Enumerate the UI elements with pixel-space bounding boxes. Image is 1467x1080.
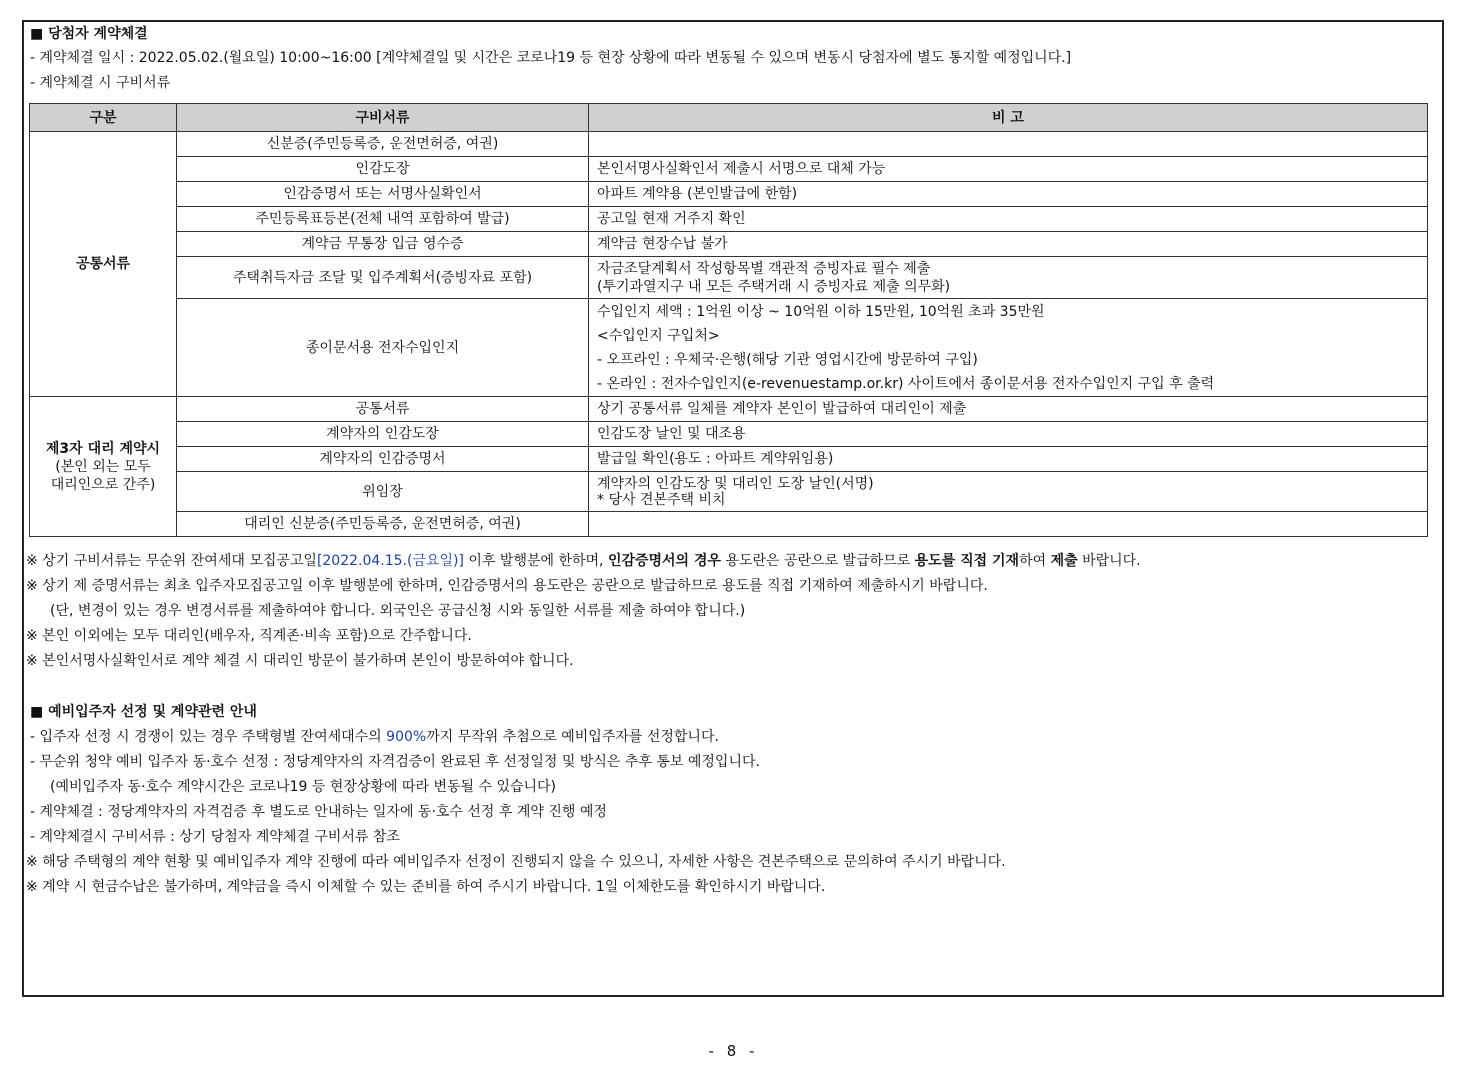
note-3: (단, 변경이 있는 경우 변경서류를 제출하여야 합니다. 외국인은 공급신청 시와 동일한 서류를 제출 하여야 합니다.) (50, 603, 746, 619)
doc-cell: 주민등록표등본(전체 내역 포함하여 발급) (177, 207, 589, 232)
note-1-bold-c: 인감증명서의 경우 (607, 553, 722, 569)
section2-line-1-a: - 입주자 선정 시 경쟁이 있는 경우 주택형별 잔여세대수의 (30, 729, 387, 745)
note-cell (589, 472, 1428, 512)
header-category: 구분 (30, 104, 177, 132)
note-5: ※ 본인서명사실확인서로 계약 체결 시 대리인 방문이 불가하며 본인이 방문하여야 합니다. (26, 653, 574, 669)
section2-line-1-b: 까지 무작위 추첨으로 예비입주자를 선정합니다. (426, 729, 719, 745)
proxy-group-title: 제3자 대리 계약시 (45, 440, 161, 457)
doc-cell: 위임장 (177, 472, 589, 512)
document-frame (22, 20, 1444, 997)
doc-cell: 주택취득자금 조달 및 입주계획서(증빙자료 포함) (177, 257, 589, 299)
group-proxy-contract (30, 397, 177, 537)
section2-line-1 (30, 727, 719, 747)
note-line: * 당사 견본주택 비치 (597, 491, 726, 508)
header-remarks: 비 고 (589, 104, 1428, 132)
note-1-text-h: 바랍니다. (1077, 553, 1141, 569)
note-cell: 본인서명사실확인서 제출시 서명으로 대체 가능 (589, 157, 1428, 182)
doc-cell: 공통서류 (177, 397, 589, 422)
note-line: 수입인지 세액 : 1억원 이상 ~ 10억원 이하 15만원, 10억원 초과 35만원 (597, 303, 1045, 320)
section2-title: ■ 예비입주자 선정 및 계약관련 안내 (30, 704, 257, 720)
note-cell (589, 132, 1428, 157)
note-line: 자금조달계획서 작성항목별 객관적 증빙자료 필수 제출 (597, 260, 931, 277)
note-line: - 온라인 : 전자수입인지(e-revenuestamp.or.kr) 사이트에서 종이문서용 전자수입인지 구입 후 출력 (597, 375, 1215, 392)
note-cell: 상기 공통서류 일체를 계약자 본인이 발급하여 대리인이 제출 (589, 397, 1428, 422)
note-line: 계약자의 인감도장 및 대리인 도장 날인(서명) (597, 475, 874, 492)
note-2: ※ 상기 제 증명서류는 최초 입주자모집공고일 이후 발행분에 한하며, 인감증명서의 용도란은 공란으로 발급하므로 용도를 직접 기재하여 제출하시기 바랍니다. (26, 578, 988, 594)
note-1-bold-g: 제출 (1050, 553, 1078, 569)
doc-cell: 계약자의 인감도장 (177, 422, 589, 447)
note-cell: 발급일 확인(용도 : 아파트 계약위임용) (589, 447, 1428, 472)
note-cell (589, 299, 1428, 397)
section2-line-2: - 무순위 청약 예비 입주자 동·호수 선정 : 정당계약자의 자격검증이 완료된 후 선정일정 및 방식은 추후 통보 예정입니다. (30, 754, 760, 770)
contract-schedule-line: - 계약체결 일시 : 2022.05.02.(월요일) 10:00~16:00 [계약체결일 및 시간은 코로나19 등 현장 상황에 따라 변동될 수 있으며 변동시 당첨자에 별도 통지할 예정입니다.] (30, 50, 1072, 66)
note-cell: 아파트 계약용 (본인발급에 한함) (589, 182, 1428, 207)
doc-cell: 대리인 신분증(주민등록증, 운전면허증, 여권) (177, 512, 589, 537)
note-1-bold-e: 용도를 직접 기재 (914, 553, 1020, 569)
note-cell (589, 512, 1428, 537)
doc-cell: 인감증명서 또는 서명사실확인서 (177, 182, 589, 207)
doc-cell: 신분증(주민등록증, 운전면허증, 여권) (177, 132, 589, 157)
section2-percentage: 900% (386, 729, 427, 745)
doc-cell: 종이문서용 전자수입인지 (177, 299, 589, 397)
doc-cell: 인감도장 (177, 157, 589, 182)
section2-line-3: (예비입주자 동·호수 계약시간은 코로나19 등 현장상황에 따라 변동될 수 있습니다) (50, 779, 557, 795)
required-docs-line: - 계약체결 시 구비서류 (30, 75, 171, 91)
note-1-text-d: 용도란은 공란으로 발급하므로 (721, 553, 915, 569)
proxy-group-sub1: (본인 외는 모두 (55, 458, 151, 475)
group-common-docs: 공통서류 (30, 132, 177, 397)
note-1-text-b: 이후 발행분에 한하며, (463, 553, 608, 569)
note-cell (589, 257, 1428, 299)
doc-cell: 계약금 무통장 입금 영수증 (177, 232, 589, 257)
section2-line-7: ※ 계약 시 현금수납은 불가하며, 계약금을 즉시 이체할 수 있는 준비를 하여 주시기 바랍니다. 1일 이체한도를 확인하시기 바랍니다. (26, 879, 826, 895)
note-1-text-a: ※ 상기 구비서류는 무순위 잔여세대 모집공고일 (26, 553, 317, 569)
note-line: <수입인지 구입처> (597, 327, 720, 344)
proxy-group-sub2: 대리인으로 간주) (50, 476, 156, 493)
note-line: - 오프라인 : 우체국·은행(해당 기관 영업시간에 방문하여 구입) (597, 351, 978, 368)
section1-title: ■ 당첨자 계약체결 (30, 26, 148, 42)
section2-line-6: ※ 해당 주택형의 계약 현황 및 예비입주자 계약 진행에 따라 예비입주자 선정이 진행되지 않을 수 있으니, 자세한 사항은 견본주택으로 문의하여 주시기 바랍니다. (26, 854, 1006, 870)
note-cell: 인감도장 날인 및 대조용 (589, 422, 1428, 447)
note-1 (26, 551, 1141, 571)
note-cell: 공고일 현재 거주지 확인 (589, 207, 1428, 232)
note-1-text-f: 하여 (1019, 553, 1051, 569)
note-4: ※ 본인 이외에는 모두 대리인(배우자, 직계존·비속 포함)으로 간주합니다. (26, 628, 472, 644)
page-number: - 8 - (708, 1042, 759, 1060)
note-line: (투기과열지구 내 모든 주택거래 시 증빙자료 제출 의무화) (597, 278, 951, 295)
section2-line-4: - 계약체결 : 정당계약자의 자격검증 후 별도로 안내하는 일자에 동·호수 선정 후 계약 진행 예정 (30, 804, 607, 820)
doc-cell: 계약자의 인감증명서 (177, 447, 589, 472)
header-documents: 구비서류 (177, 104, 589, 132)
note-1-date: [2022.04.15.(금요일)] (316, 553, 464, 569)
section2-line-5: - 계약체결시 구비서류 : 상기 당첨자 계약체결 구비서류 참조 (30, 829, 400, 845)
required-documents-table (29, 103, 1428, 537)
note-cell: 계약금 현장수납 불가 (589, 232, 1428, 257)
